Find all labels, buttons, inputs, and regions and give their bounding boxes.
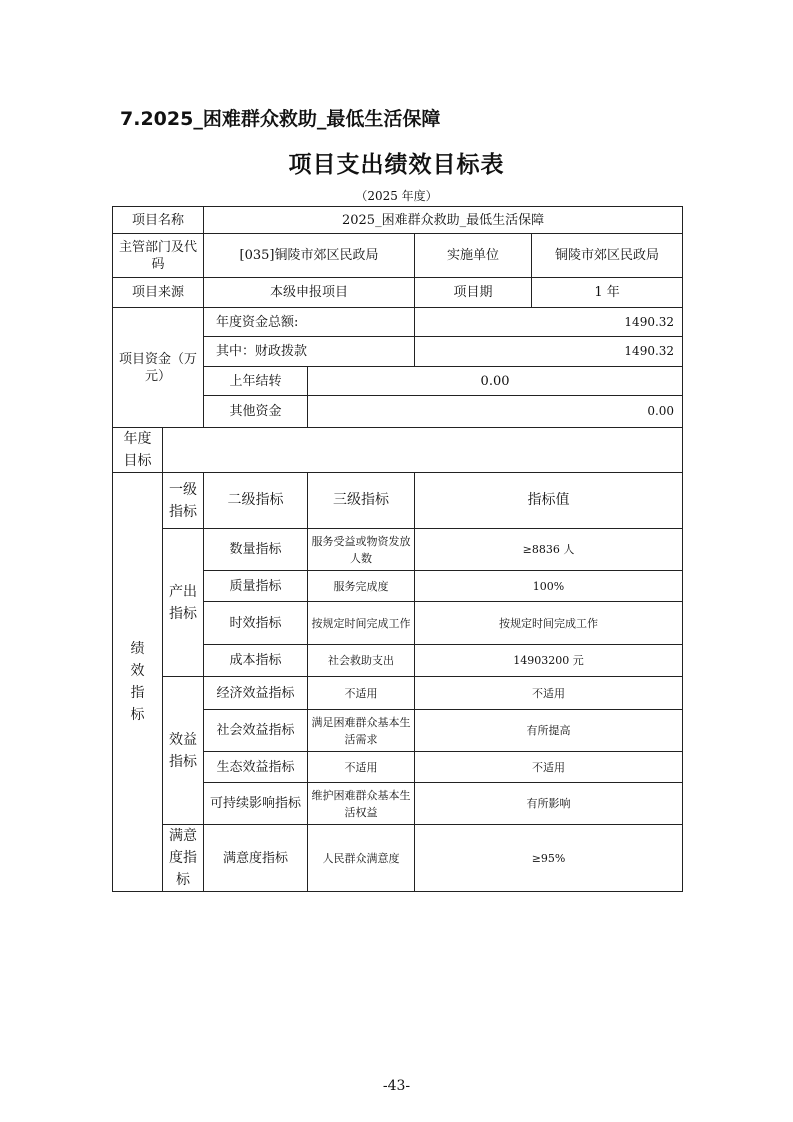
table-title: 项目支出绩效目标表 (288, 152, 505, 178)
satisfaction-level3: 人民群众满意度 (308, 825, 415, 892)
funds-carryover-label: 上年结转 (204, 367, 308, 396)
funds-fiscal-label: 其中：财政拨款 (204, 337, 415, 367)
output-level2: 成本指标 (204, 645, 308, 677)
benefit-value: 有所影响 (415, 783, 683, 825)
performance-table (112, 206, 683, 892)
output-label-text: 产出指标 (169, 583, 197, 622)
funds-total-value: 1490.32 (415, 308, 683, 337)
page-number: -43- (382, 1078, 411, 1094)
project-name-value: 2025_困难群众救助_最低生活保障 (204, 207, 683, 234)
annual-goal-label-text: 年度目标 (123, 431, 152, 469)
funds-fiscal-value: 1490.32 (415, 337, 683, 367)
benefit-value: 不适用 (415, 752, 683, 783)
funds-other-value: 0.00 (308, 396, 683, 428)
output-level2: 质量指标 (204, 571, 308, 602)
annual-goal-value (163, 428, 683, 473)
project-name-label: 项目名称 (113, 207, 204, 234)
dept-label: 主管部门及代码 (113, 234, 204, 278)
satisfaction-level2: 满意度指标 (204, 825, 308, 892)
funds-label: 项目资金（万元） (113, 308, 204, 428)
source-label: 项目来源 (113, 278, 204, 308)
header-level2: 二级指标 (204, 473, 308, 529)
source-value: 本级申报项目 (204, 278, 415, 308)
benefit-value: 不适用 (415, 677, 683, 710)
output-level3: 社会救助支出 (308, 645, 415, 677)
benefit-label (163, 677, 204, 825)
impl-label: 实施单位 (415, 234, 532, 278)
benefit-level2: 经济效益指标 (204, 677, 308, 710)
benefit-level2: 可持续影响指标 (204, 783, 308, 825)
funds-carryover-value: 0.00 (308, 367, 683, 396)
benefit-level3: 满足困难群众基本生活需求 (308, 710, 415, 752)
benefit-level2: 社会效益指标 (204, 710, 308, 752)
funds-total-label: 年度资金总额: (204, 308, 415, 337)
output-value: 按规定时间完成工作 (415, 602, 683, 645)
benefit-value: 有所提高 (415, 710, 683, 752)
satisfaction-label (163, 825, 204, 892)
benefit-label-text: 效益指标 (169, 731, 197, 770)
annual-goal-label (113, 428, 163, 473)
output-value: 14903200 元 (415, 645, 683, 677)
header-level1-text: 一级指标 (169, 481, 197, 520)
period-label: 项目期 (415, 278, 532, 308)
benefit-level3: 维护困难群众基本生活权益 (308, 783, 415, 825)
section-title: 7.2025_困难群众救助_最低生活保障 (120, 108, 441, 130)
output-level3: 按规定时间完成工作 (308, 602, 415, 645)
satisfaction-label-text: 满意度指标 (169, 828, 197, 888)
header-level3: 三级指标 (308, 473, 415, 529)
benefit-level2: 生态效益指标 (204, 752, 308, 783)
output-level3: 服务受益或物资发放人数 (308, 529, 415, 571)
period-value: 1 年 (532, 278, 683, 308)
header-level1 (163, 473, 204, 529)
header-value: 指标值 (415, 473, 683, 529)
table-year: （2025 年度） (355, 189, 438, 203)
output-level3: 服务完成度 (308, 571, 415, 602)
indicators-group-text: 绩效指标 (130, 641, 145, 723)
output-label (163, 529, 204, 677)
indicators-group-label (113, 473, 163, 892)
satisfaction-value: ≥95% (415, 825, 683, 892)
benefit-level3: 不适用 (308, 752, 415, 783)
output-level2: 数量指标 (204, 529, 308, 571)
output-value: ≥8836 人 (415, 529, 683, 571)
impl-value: 铜陵市郊区民政局 (532, 234, 683, 278)
funds-other-label: 其他资金 (204, 396, 308, 428)
dept-value: [035]铜陵市郊区民政局 (204, 234, 415, 278)
output-level2: 时效指标 (204, 602, 308, 645)
output-value: 100% (415, 571, 683, 602)
benefit-level3: 不适用 (308, 677, 415, 710)
